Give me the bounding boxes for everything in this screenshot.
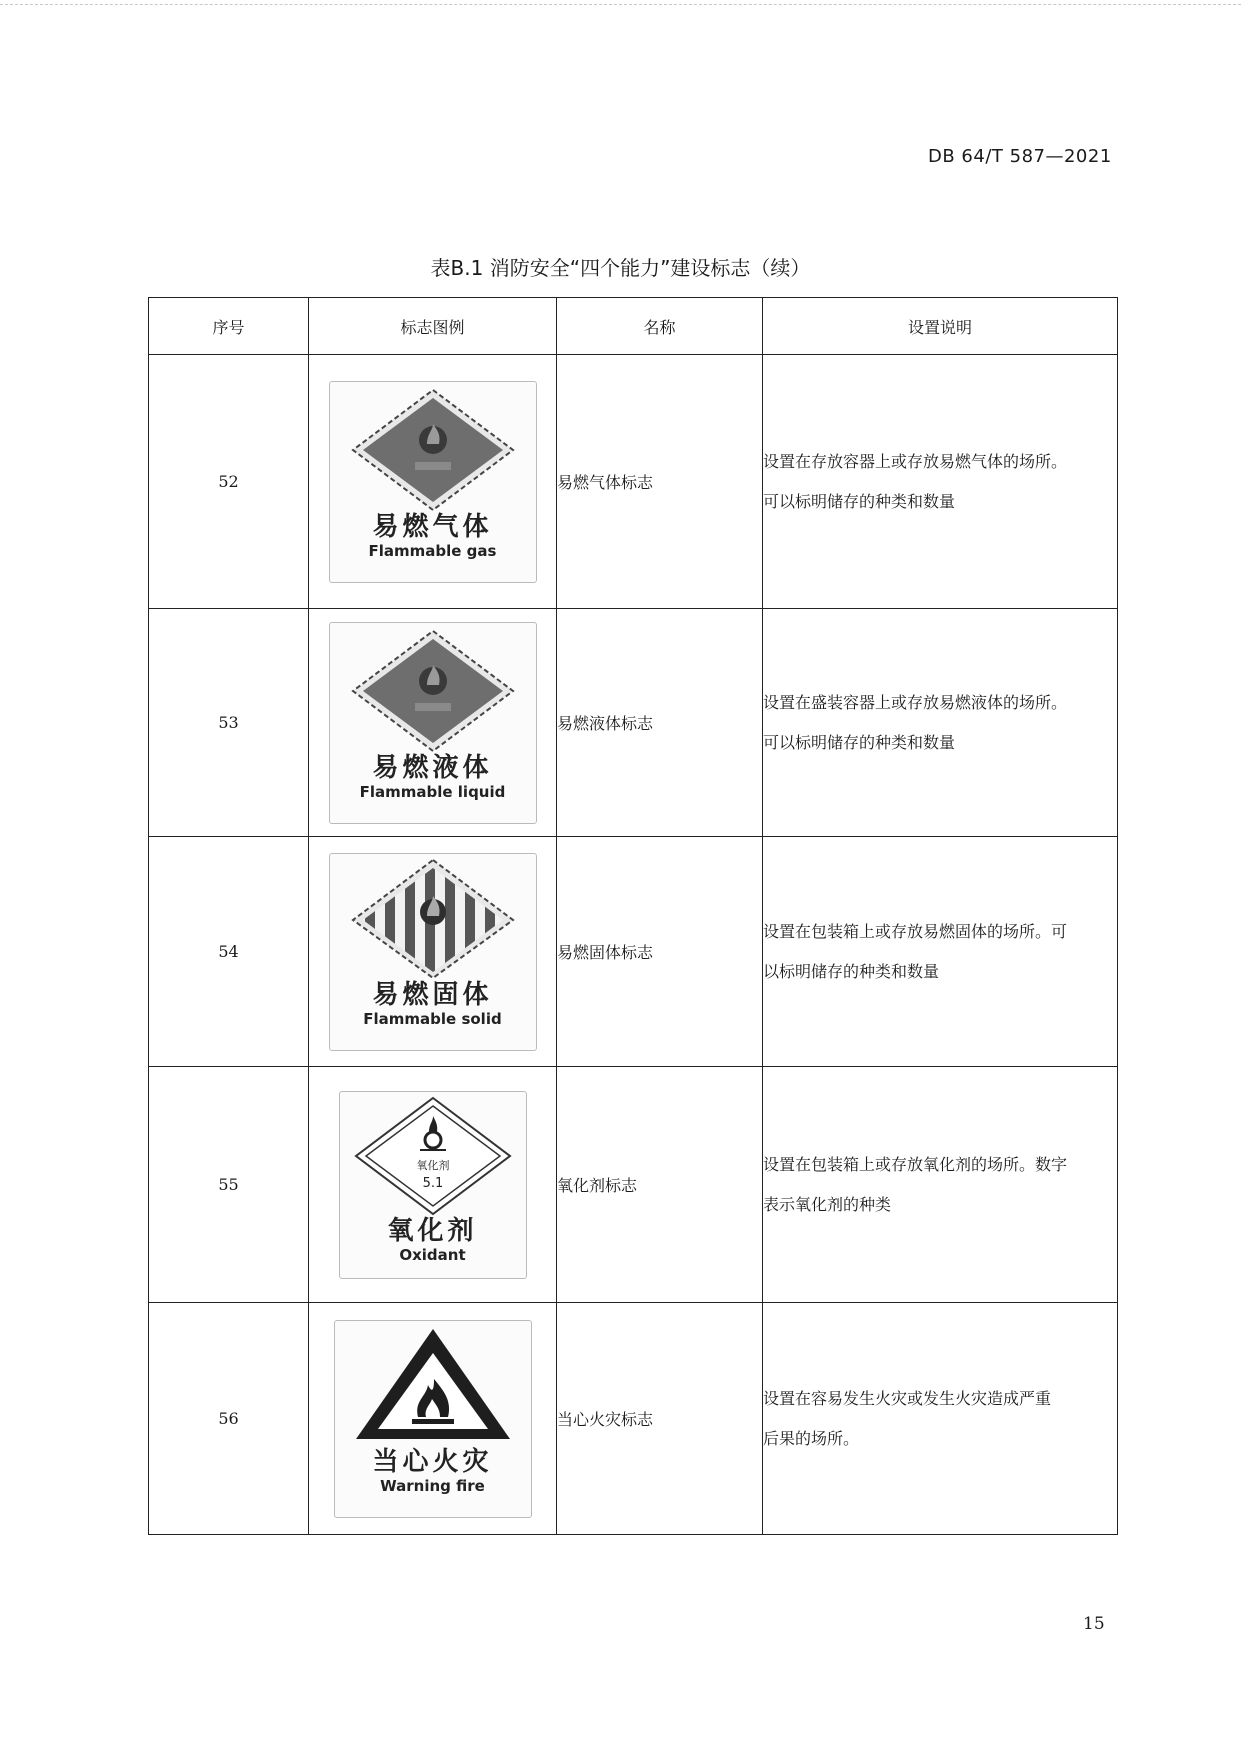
sign-cell bbox=[309, 1303, 557, 1535]
sign-english-caption: Warning fire bbox=[380, 1476, 485, 1495]
sign-flammable-gas bbox=[329, 381, 537, 583]
table-row bbox=[149, 609, 1118, 837]
sign-flammable-solid bbox=[329, 853, 537, 1051]
description-line: 设置在容易发生火灾或发生火灾造成严重 bbox=[763, 1388, 1052, 1408]
sign-english-caption: Flammable gas bbox=[368, 541, 497, 560]
sign-class-number: 5.1 bbox=[422, 1175, 443, 1191]
sign-description bbox=[763, 355, 1118, 609]
signs-table bbox=[148, 297, 1118, 1535]
table-row bbox=[149, 1067, 1118, 1303]
column-header-number: 序号 bbox=[149, 298, 309, 355]
row-number: 56 bbox=[149, 1303, 309, 1535]
row-number: 52 bbox=[149, 355, 309, 609]
description-line: 设置在存放容器上或存放易燃气体的场所。 bbox=[763, 451, 1068, 471]
sign-cell bbox=[309, 837, 557, 1067]
column-header-name: 名称 bbox=[557, 298, 763, 355]
sign-description bbox=[763, 1067, 1118, 1303]
sign-description bbox=[763, 837, 1118, 1067]
description-line: 设置在盛装容器上或存放易燃液体的场所。 bbox=[763, 692, 1068, 712]
flammable-solid-striped-diamond-icon bbox=[343, 854, 523, 980]
flammable-gas-diamond-icon bbox=[343, 382, 523, 512]
sign-chinese-caption: 易燃液体 bbox=[372, 752, 493, 783]
sign-flammable-liquid bbox=[329, 622, 537, 824]
sign-name: 易燃固体标志 bbox=[557, 837, 763, 1067]
sign-name: 氧化剂标志 bbox=[557, 1067, 763, 1303]
row-number: 55 bbox=[149, 1067, 309, 1303]
sign-inner-label: 氧化剂 bbox=[416, 1158, 449, 1172]
sign-warning-fire bbox=[334, 1320, 532, 1518]
sign-english-caption: Flammable solid bbox=[363, 1009, 502, 1028]
oxidizer-diamond-icon bbox=[348, 1092, 518, 1216]
row-number: 54 bbox=[149, 837, 309, 1067]
table-row bbox=[149, 1303, 1118, 1535]
description-line: 可以标明储存的种类和数量 bbox=[763, 491, 956, 511]
column-header-sign: 标志图例 bbox=[309, 298, 557, 355]
sign-english-caption: Oxidant bbox=[399, 1245, 466, 1264]
top-dashed-rule bbox=[0, 4, 1241, 5]
sign-name: 当心火灾标志 bbox=[557, 1303, 763, 1535]
sign-name: 易燃液体标志 bbox=[557, 609, 763, 837]
description-line: 设置在包装箱上或存放易燃固体的场所。可 bbox=[763, 921, 1068, 941]
sign-english-caption: Flammable liquid bbox=[359, 782, 506, 801]
flammable-liquid-diamond-icon bbox=[343, 623, 523, 753]
sign-cell bbox=[309, 355, 557, 609]
description-line: 设置在包装箱上或存放氧化剂的场所。数字 bbox=[763, 1154, 1068, 1174]
description-line: 可以标明储存的种类和数量 bbox=[763, 732, 956, 752]
sign-chinese-caption: 易燃气体 bbox=[372, 511, 493, 542]
table-row bbox=[149, 837, 1118, 1067]
sign-name: 易燃气体标志 bbox=[557, 355, 763, 609]
sign-description bbox=[763, 609, 1118, 837]
description-line: 以标明储存的种类和数量 bbox=[763, 961, 940, 981]
sign-oxidant bbox=[339, 1091, 527, 1279]
table-header-row bbox=[149, 298, 1118, 355]
column-header-description: 设置说明 bbox=[763, 298, 1118, 355]
sign-cell bbox=[309, 609, 557, 837]
description-line: 后果的场所。 bbox=[763, 1428, 860, 1448]
sign-description bbox=[763, 1303, 1118, 1535]
warning-fire-triangle-icon bbox=[348, 1321, 518, 1447]
sign-chinese-caption: 氧化剂 bbox=[387, 1215, 478, 1246]
row-number: 53 bbox=[149, 609, 309, 837]
document-code: DB 64/T 587—2021 bbox=[928, 146, 1112, 167]
table-row bbox=[149, 355, 1118, 609]
page-number: 15 bbox=[1083, 1614, 1105, 1634]
sign-cell bbox=[309, 1067, 557, 1303]
sign-chinese-caption: 易燃固体 bbox=[372, 979, 493, 1010]
description-line: 表示氧化剂的种类 bbox=[763, 1194, 892, 1214]
sign-chinese-caption: 当心火灾 bbox=[372, 1446, 493, 1477]
table-title: 表B.1 消防安全“四个能力”建设标志（续） bbox=[430, 256, 811, 280]
